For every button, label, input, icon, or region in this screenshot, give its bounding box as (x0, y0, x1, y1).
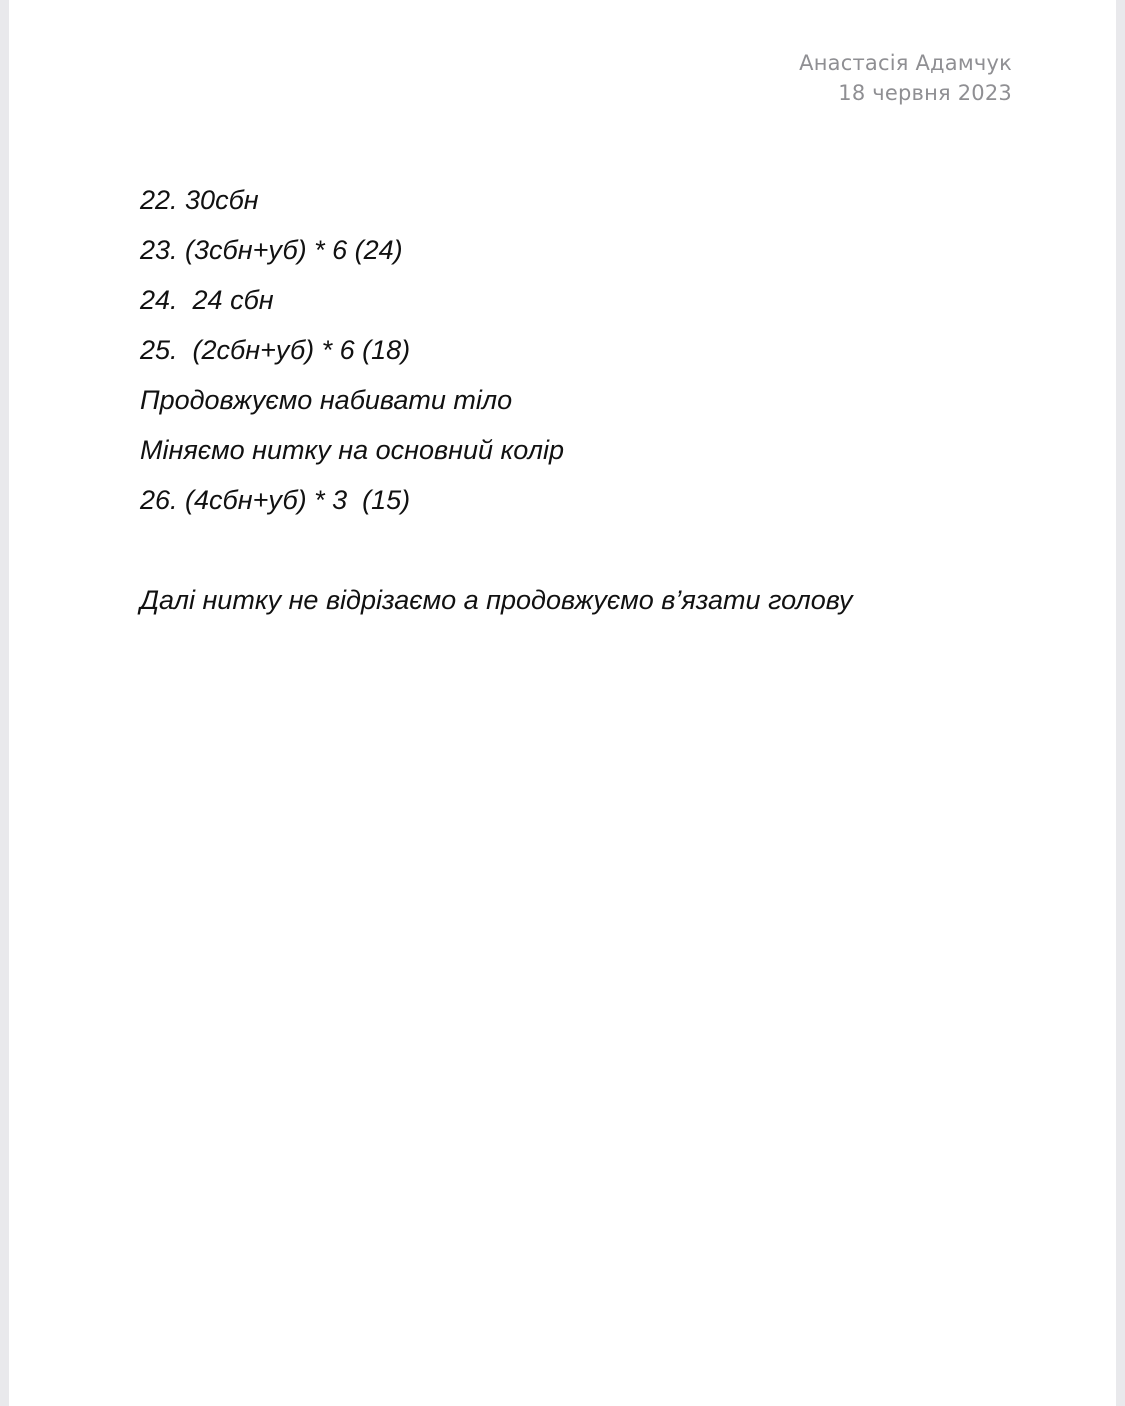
right-margin-strip (1116, 0, 1125, 1406)
document-page (9, 0, 1116, 1406)
paragraph-gap (140, 529, 852, 579)
pattern-row-22: 22. 30сбн (140, 185, 259, 215)
pattern-body (140, 179, 852, 629)
pattern-row-23: 23. (3сбн+уб) * 6 (24) (140, 235, 403, 265)
final-note: Далі нитку не відрізаємо а продовжуємо в’язати голову (140, 585, 853, 615)
author-name: Анастасія Адамчук (799, 51, 1012, 75)
document-date: 18 червня 2023 (838, 81, 1012, 105)
pattern-row-24: 24. 24 сбн (140, 285, 274, 315)
instruction-change-yarn: Міняємо нитку на основний колір (140, 435, 564, 465)
pattern-row-26: 26. (4сбн+уб) * 3 (15) (140, 485, 411, 515)
document-header (799, 48, 1012, 108)
instruction-stuff-body: Продовжуємо набивати тіло (140, 385, 513, 415)
pattern-row-25: 25. (2сбн+уб) * 6 (18) (140, 335, 411, 365)
left-margin-strip (0, 0, 9, 1406)
